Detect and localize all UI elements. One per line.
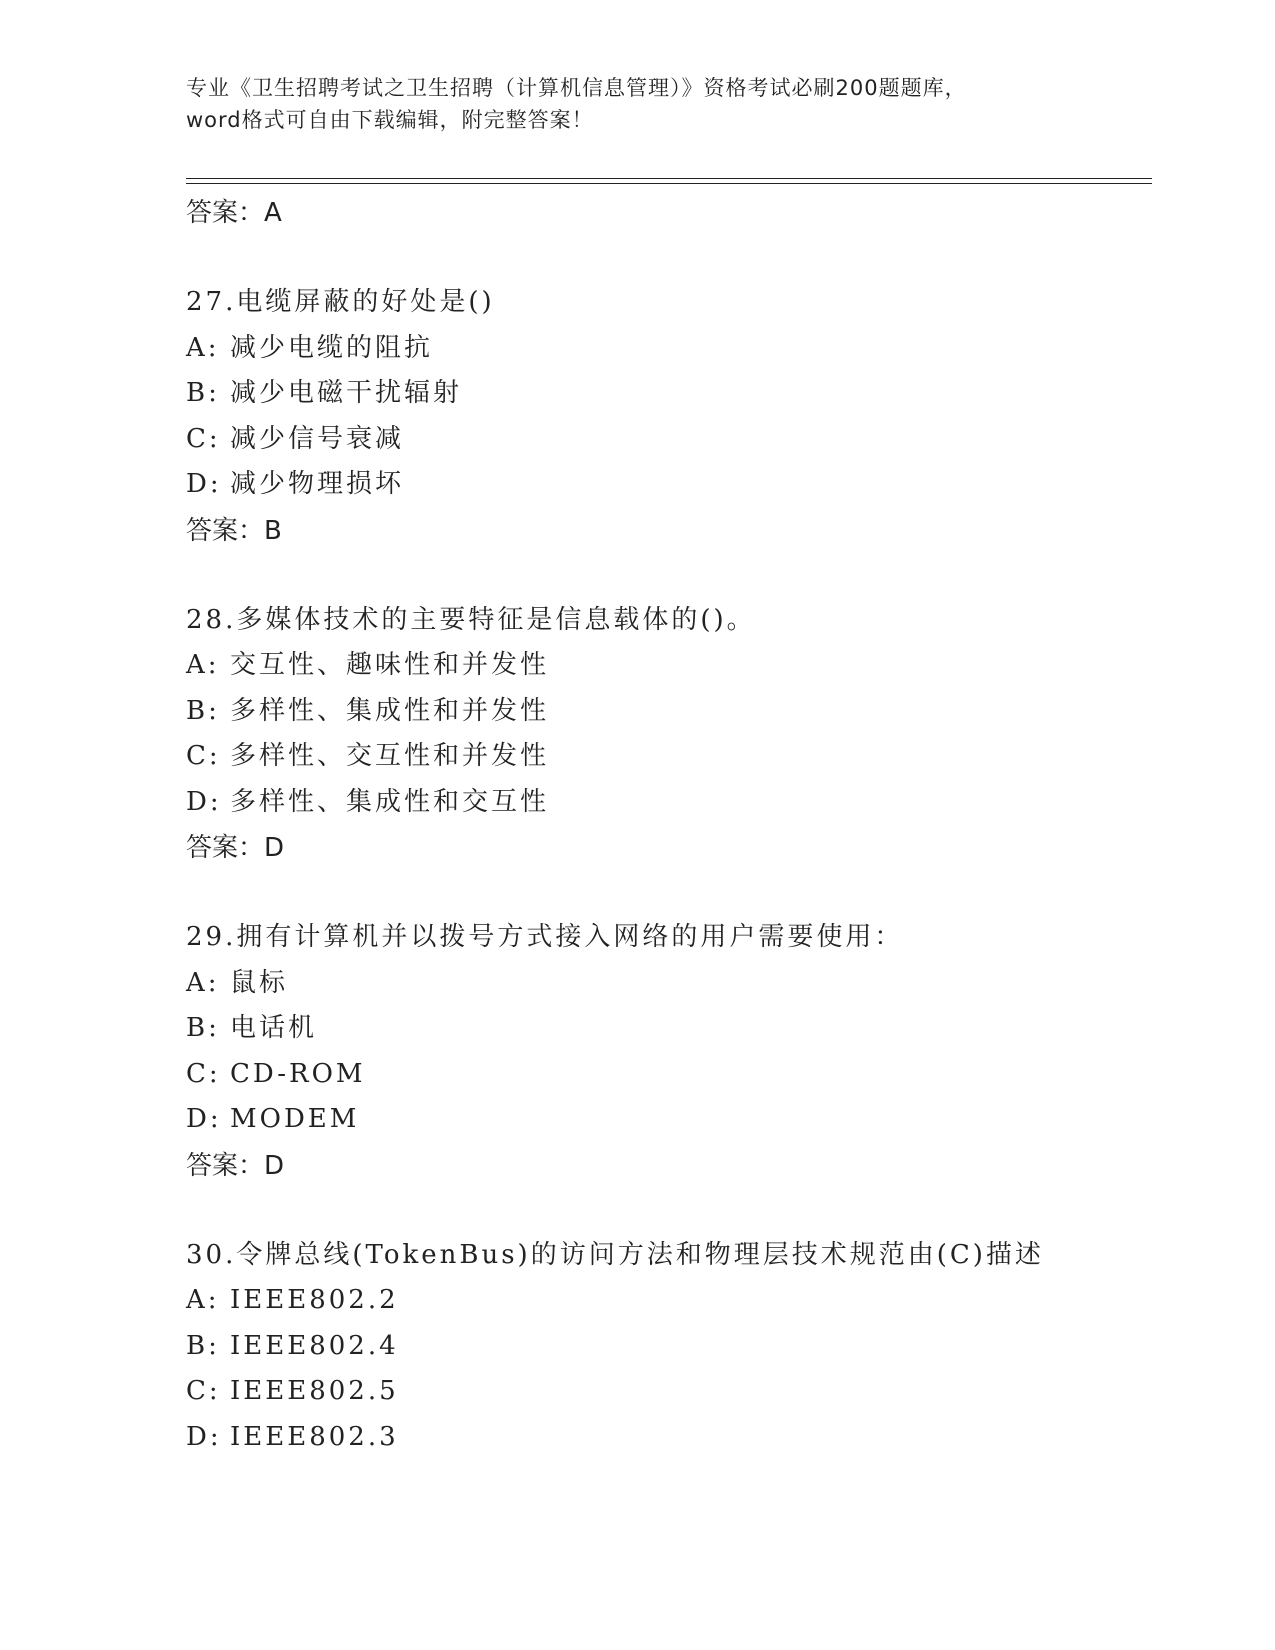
question-block	[186, 915, 1146, 1189]
option-b	[186, 1324, 1146, 1370]
option-text: 减少物理损坏	[230, 469, 405, 499]
option-c	[186, 1052, 1146, 1098]
option-a	[186, 643, 1146, 689]
option-c	[186, 417, 1146, 463]
option-text: IEEE802.3	[230, 1421, 399, 1452]
header-line-1: 专业《卫生招聘考试之卫生招聘（计算机信息管理）》资格考试必刷200题题库，	[186, 76, 967, 100]
option-b	[186, 689, 1146, 735]
question-stem: 30.令牌总线(TokenBus)的访问方法和物理层技术规范由(C)描述	[186, 1239, 1044, 1270]
question-stem: 27.电缆屏蔽的好处是()	[186, 287, 495, 317]
option-text: 电话机	[230, 1013, 318, 1043]
option-d	[186, 1415, 1146, 1461]
option-text: 交互性、趣味性和并发性	[230, 650, 550, 680]
question-block	[186, 280, 1146, 554]
option-letter: D:	[186, 469, 222, 499]
option-letter: C:	[186, 1058, 221, 1089]
option-letter: B:	[186, 1330, 220, 1361]
option-a	[186, 961, 1146, 1007]
option-text: 减少电磁干扰辐射	[230, 378, 463, 408]
option-d	[186, 780, 1146, 826]
option-text: 多样性、集成性和交互性	[230, 786, 550, 817]
question-list	[186, 190, 1146, 1460]
option-letter: B:	[186, 1013, 220, 1043]
answer-line: 答案：D	[186, 1150, 285, 1181]
option-text: MODEM	[230, 1104, 360, 1134]
option-letter: A:	[186, 967, 220, 998]
option-text: IEEE802.4	[230, 1330, 399, 1361]
option-letter: D:	[186, 1421, 222, 1452]
option-letter: C:	[186, 423, 221, 454]
option-letter: A:	[186, 332, 220, 363]
answer-line: 答案：B	[186, 515, 282, 546]
option-d	[186, 1097, 1146, 1143]
option-letter: A:	[186, 1285, 220, 1315]
option-text: 多样性、集成性和并发性	[230, 695, 550, 726]
answer-line: 答案：A	[186, 198, 282, 228]
document-header	[186, 72, 1086, 136]
option-text: IEEE802.5	[230, 1376, 399, 1406]
option-text: 鼠标	[230, 967, 289, 998]
option-letter: D:	[186, 786, 222, 817]
option-text: 多样性、交互性和并发性	[230, 741, 550, 771]
header-divider-top	[186, 178, 1152, 179]
option-letter: B:	[186, 378, 220, 408]
question-block	[186, 1233, 1146, 1461]
question-block	[186, 598, 1146, 872]
option-c	[186, 734, 1146, 780]
option-text: CD-ROM	[230, 1058, 366, 1089]
option-letter: C:	[186, 1376, 221, 1406]
option-letter: B:	[186, 695, 220, 726]
option-letter: D:	[186, 1104, 222, 1134]
option-d	[186, 462, 1146, 508]
option-text: 减少信号衰减	[230, 423, 405, 454]
option-a	[186, 1278, 1146, 1324]
answer-line: 答案：D	[186, 833, 285, 863]
header-line-2: word格式可自由下载编辑，附完整答案！	[186, 108, 594, 132]
option-text: IEEE802.2	[230, 1285, 399, 1315]
option-text: 减少电缆的阻抗	[230, 332, 434, 363]
header-divider-bottom	[186, 183, 1152, 184]
option-a	[186, 326, 1146, 372]
option-b	[186, 371, 1146, 417]
question-stem: 28.多媒体技术的主要特征是信息载体的()。	[186, 604, 756, 635]
question-stem: 29.拥有计算机并以拨号方式接入网络的用户需要使用：	[186, 922, 904, 952]
option-letter: A:	[186, 650, 220, 680]
option-c	[186, 1369, 1146, 1415]
option-letter: C:	[186, 741, 221, 771]
option-b	[186, 1006, 1146, 1052]
